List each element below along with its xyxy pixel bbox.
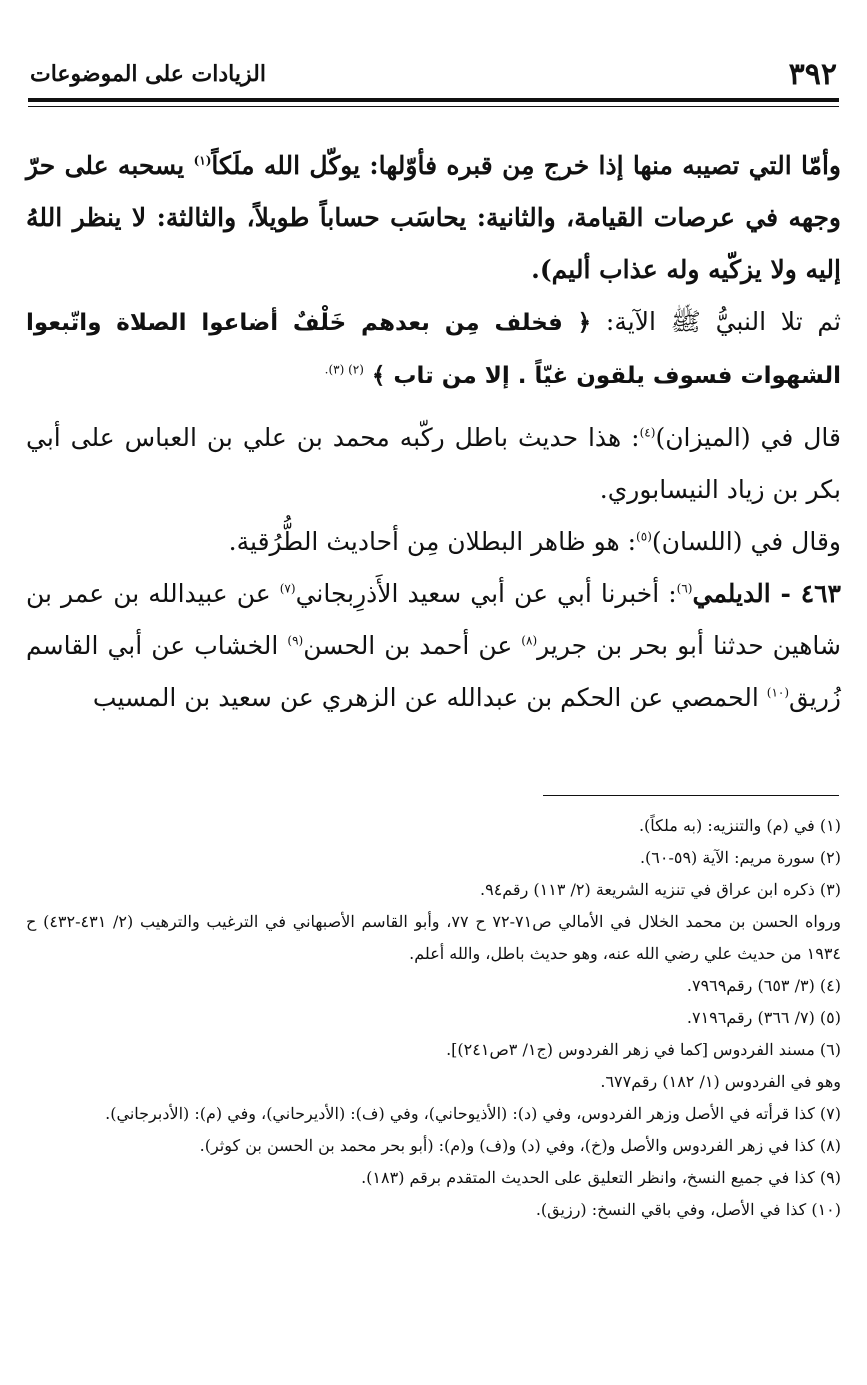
p5-a: : أخبرنا أبي عن أبي سعيد الأَذرِبجاني xyxy=(295,579,677,608)
paragraph-4 xyxy=(26,516,841,568)
p5-d: الخشاب عن أبي القاسم زُريق xyxy=(26,631,841,712)
paragraph-3 xyxy=(26,412,841,516)
page-header xyxy=(30,54,837,94)
footnote-3-continued: ورواه الحسن بن محمد الخلال في الأمالي ص٧١-٧٢ ح ٧٧، وأبو القاسم الأصبهاني في الترغيب والترهيب (٢/ ٤٣١-٤٣٢) ح ١٩٣٤ من حديث علي رضي الله عنه، وهو حديث باطل، والله أعلم. xyxy=(26,912,842,963)
p3-b: : هذا حديث باطل ركّبه محمد بن علي بن العباس على أبي بكر بن زياد النيسابوري. xyxy=(26,423,841,504)
footnote-10: (١٠) كذا في الأصل، وفي باقي النسخ: (رزيق). xyxy=(535,1200,841,1219)
footnote-9: (٩) كذا في جميع النسخ، وانظر التعليق على الحديث المتقدم برقم (١٨٣). xyxy=(361,1168,841,1187)
footnote-refs-2-3[interactable]: (٢) (٣). xyxy=(324,362,364,377)
page-number: ٣٩٢ xyxy=(788,56,837,92)
footnote-ref-9[interactable]: (٩) xyxy=(287,633,304,648)
p1-text: وأمّا التي تصيبه منها إذا خرج مِن قبره فأوّلها: يوكّل الله ملَكاً xyxy=(211,151,841,180)
footnote-ref-4[interactable]: (٤) xyxy=(639,425,656,440)
p1-continuation: يسحبه على حرّ وجهه في عرصات القيامة، والثانية: يحاسَب حساباً طويلاً، والثالثة: لا ينظر اللهُ إليه ولا يزكّيه وله عذاب أليم). xyxy=(26,151,841,284)
p4-a: وقال في (اللسان) xyxy=(651,527,841,556)
footnote-3: (٣) ذكره ابن عراق في تنزيه الشريعة (٢/ ١١٣) رقم٩٤. xyxy=(480,880,841,899)
p3-a: قال في (الميزان) xyxy=(655,423,842,452)
p5-b: عن عبيدالله بن عمر بن شاهين حدثنا أبو بحر بن جرير xyxy=(26,579,842,660)
footnote-ref-5[interactable]: (٥) xyxy=(636,529,652,544)
paragraph-2 xyxy=(26,296,841,402)
header-rule-thick xyxy=(28,98,839,102)
running-title: الزيادات على الموضوعات xyxy=(30,61,266,87)
footnote-7: (٧) كذا قرأته في الأصل وزهر الفردوس، وفي (د): (الأذيوحاني)، وفي (ف): (الأديرحاني)، وفي (م): (الأدبرجاني). xyxy=(105,1104,841,1123)
footnote-5: (٥) (٧/ ٣٦٦) رقم٧١٩٦. xyxy=(686,1008,841,1027)
paragraph-5 xyxy=(26,568,841,724)
footnote-separator xyxy=(543,795,839,796)
footnote-1: (١) في (م) والتنزيه: (به ملكاً). xyxy=(638,816,841,835)
paragraph-1 xyxy=(26,140,841,296)
p5-e: الحمصي عن الحكم بن عبدالله عن الزهري عن سعيد بن المسيب xyxy=(92,683,767,712)
footnote-6: (٦) مسند الفردوس [كما في زهر الفردوس (ج١/ ٣ص٢٤١)]. xyxy=(446,1040,841,1059)
header-rule-thin xyxy=(28,106,839,107)
footnotes xyxy=(26,810,841,1226)
footnote-4: (٤) (٣/ ٦٥٣) رقم٧٩٦٩. xyxy=(686,976,841,995)
footnote-ref-6[interactable]: (٦) xyxy=(676,581,693,596)
quran-verse: ﴿ فخلف مِن بعدهم خَلْفٌ أضاعوا الصلاة واتّبعوا الشهوات فسوف يلقون غيّاً . إلا من تاب ﴾ xyxy=(26,310,841,389)
footnote-6-continued: وهو في الفردوس (١/ ١٨٢) رقم٦٧٧. xyxy=(600,1072,841,1091)
footnote-2: (٢) سورة مريم: الآية (٥٩-٦٠). xyxy=(639,848,841,867)
p5-c: عن أحمد بن الحسن xyxy=(303,631,522,660)
hadith-number: ٤٦٣ - الديلمي xyxy=(692,579,841,608)
footnote-ref-7[interactable]: (٧) xyxy=(279,581,296,596)
main-text xyxy=(26,140,841,724)
footnote-ref-1[interactable]: (١) xyxy=(193,153,212,168)
p2-intro: ثم تلا النبيُّ ﷺ الآية: xyxy=(605,307,842,336)
footnote-ref-8[interactable]: (٨) xyxy=(521,633,538,648)
footnote-8: (٨) كذا في زهر الفردوس والأصل و(خ)، وفي (د) و(ف) و(م): (أبو بحر محمد بن الحسن بن كوثر). xyxy=(199,1136,841,1155)
p4-b: : هو ظاهر البطلان مِن أحاديث الطُّرُقية. xyxy=(228,527,637,556)
footnote-ref-10[interactable]: (١٠) xyxy=(766,685,790,700)
